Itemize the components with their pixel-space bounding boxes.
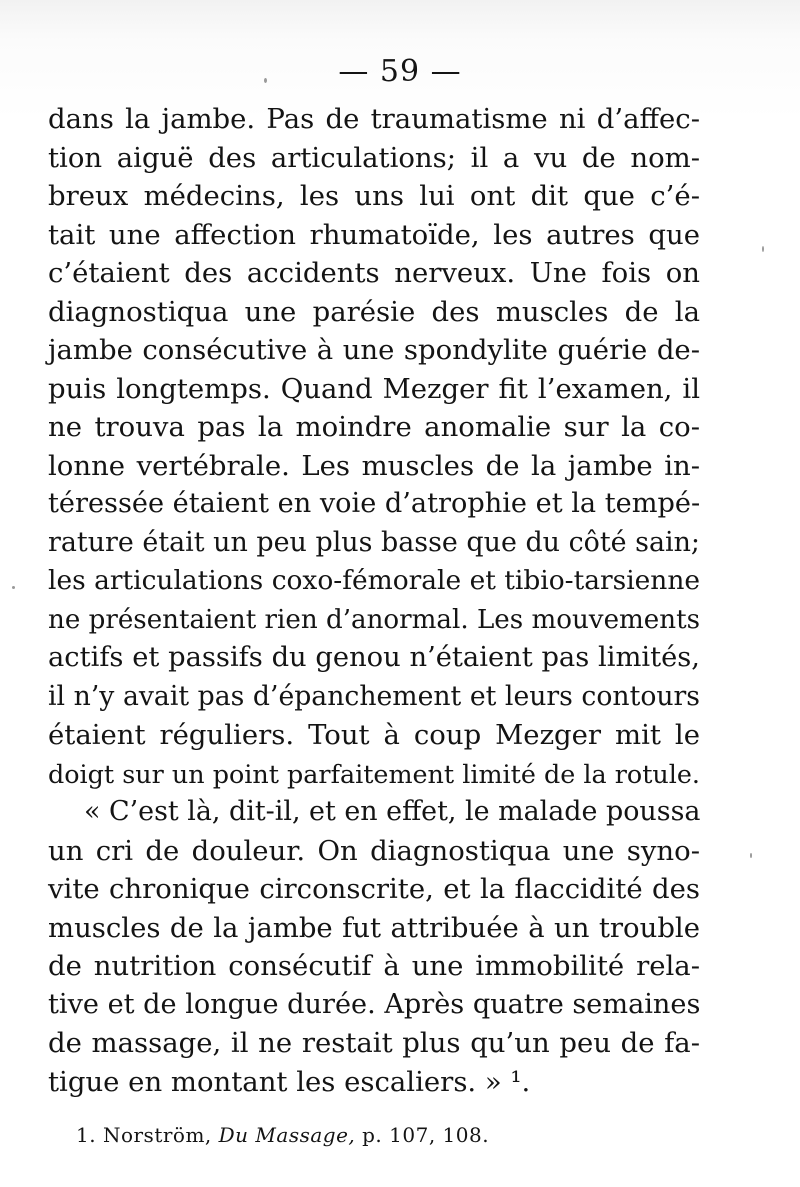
footnote-author: Norström, — [102, 1123, 212, 1147]
footnote-pages: p. 107, 108. — [362, 1123, 490, 1147]
text-line: rature était un peu plus basse que du côté sain; — [48, 526, 700, 558]
text-line: breux médecins, les uns lui ont dit que c’é- — [48, 180, 700, 212]
text-line: actifs et passifs du genou n’étaient pas limités, — [48, 642, 700, 673]
text-line: de nutrition consécutif à une immobilité rela- — [48, 950, 700, 982]
text-line: ne présentaient rien d’anormal. Les mouvements — [48, 604, 700, 635]
paper-speck — [750, 853, 752, 858]
text-line: tive et de longue durée. Après quatre semaines — [48, 988, 701, 1020]
text-line: doigt sur un point parfaitement limité de la rotule. — [48, 758, 700, 789]
text-line: tigue en montant les escaliers. » ¹. — [48, 1065, 531, 1098]
footnote-number: 1. — [76, 1123, 97, 1147]
text-line: étaient réguliers. Tout à coup Mezger mit le — [48, 719, 700, 751]
body-text — [48, 100, 700, 1101]
text-line: vite chronique circonscrite, et la flaccidité des — [48, 873, 700, 905]
text-line: « C’est là, dit-il, et en effet, le malade poussa — [84, 796, 701, 827]
text-line: téressée étaient en voie d’atrophie et la tempé- — [48, 488, 701, 519]
text-line: tion aiguë des articulations; il a vu de nom- — [48, 141, 700, 174]
text-line: il n’y avait pas d’épanchement et leurs contours — [48, 680, 700, 712]
text-line: de massage, il ne restait plus qu’un peu de fa- — [48, 1027, 700, 1059]
text-line: les articulations coxo-fémorale et tibio-tarsienne — [48, 565, 700, 596]
paper-speck — [12, 586, 15, 589]
footnote — [76, 1121, 489, 1149]
footnote-title: Du Massage, — [218, 1123, 356, 1147]
text-line: diagnostiqua une parésie des muscles de la — [48, 295, 700, 328]
text-line: lonne vertébrale. Les muscles de la jambe in- — [48, 449, 700, 482]
text-line: jambe consécutive à une spondylite guérie de- — [48, 334, 700, 366]
text-line: muscles de la jambe fut attribuée à un trouble — [48, 911, 700, 944]
text-line: dans la jambe. Pas de traumatisme ni d’affec- — [48, 103, 700, 135]
text-line: ne trouva pas la moindre anomalie sur la co- — [48, 411, 700, 443]
text-line: puis longtemps. Quand Mezger fit l’examen, il — [48, 372, 700, 405]
page-number: — 59 — — [338, 54, 462, 89]
paper-speck — [762, 246, 764, 252]
text-line: c’étaient des accidents nerveux. Une fois on — [48, 257, 700, 289]
text-line: tait une affection rhumatoïde, les autres que — [48, 218, 700, 251]
text-line: un cri de douleur. On diagnostiqua une syno- — [48, 834, 700, 867]
